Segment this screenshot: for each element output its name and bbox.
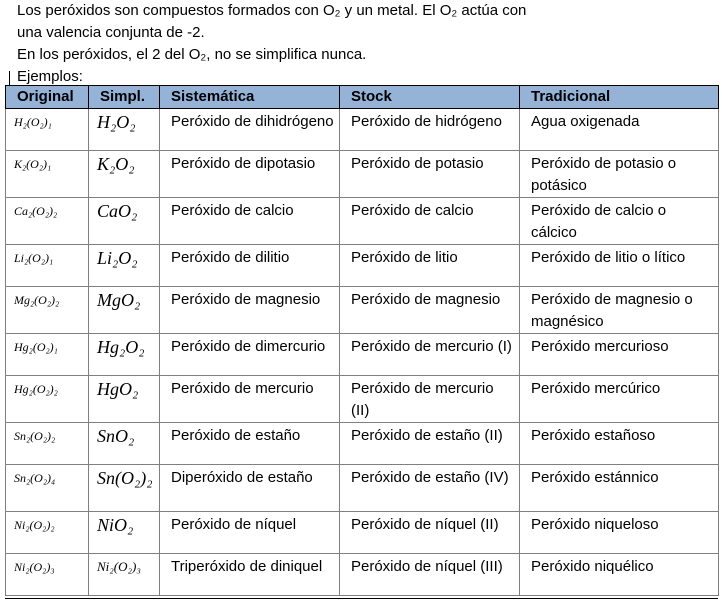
cell-sistematica: Peróxido de dimercurio [160,334,340,376]
header-simpl: Simpl. [89,86,160,109]
cell-tradicional: Peróxido niquélico [520,554,719,596]
table-row [6,465,719,512]
cell-stock: Peróxido de hidrógeno [340,109,520,151]
cell-tradicional: Peróxido de calcio o cálcico [520,198,719,245]
header-sistematica: Sistemática [160,86,340,109]
cell-stock: Peróxido de mercurio (II) [340,376,520,423]
cell-simpl: Hg₂O₂ [89,334,160,376]
cell-tradicional: Peróxido de litio o lítico [520,245,719,287]
cell-stock: Peróxido de potasio [340,151,520,198]
table-row [6,287,719,334]
peroxides-table [5,85,719,596]
table-row [6,512,719,554]
table-row [6,423,719,465]
cell-sistematica: Diperóxido de estaño [160,465,340,512]
text-cursor [9,71,10,85]
cell-sistematica: Peróxido de dipotasio [160,151,340,198]
cell-sistematica: Peróxido de calcio [160,198,340,245]
cell-original: H₂(O₂)₁ [6,109,89,151]
intro-line-1: Los peróxidos son compuestos formados con O₂ y un metal. El O₂ actúa con [17,2,527,19]
cell-simpl: SnO₂ [89,423,160,465]
table-row [6,554,719,596]
cell-tradicional: Peróxido de potasio o potásico [520,151,719,198]
cell-sistematica: Peróxido de dilitio [160,245,340,287]
cell-original: Hg₂(O₂)₂ [6,376,89,423]
cell-tradicional: Peróxido niqueloso [520,512,719,554]
table-row [6,109,719,151]
cell-sistematica: Peróxido de magnesio [160,287,340,334]
intro-line-3: En los peróxidos, el 2 del O₂, no se simplifica nunca. [17,46,367,63]
table-row [6,245,719,287]
cell-original: Ni₂(O₂)₃ [6,554,89,596]
cell-sistematica: Peróxido de mercurio [160,376,340,423]
cell-original: Sn₂(O₂)₂ [6,423,89,465]
cell-sistematica: Peróxido de níquel [160,512,340,554]
table-row [6,198,719,245]
cell-stock: Peróxido de magnesio [340,287,520,334]
cell-tradicional: Peróxido de magnesio o magnésico [520,287,719,334]
table-row [6,334,719,376]
cell-original: Sn₂(O₂)₄ [6,465,89,512]
table-row [6,376,719,423]
cell-stock: Peróxido de estaño (II) [340,423,520,465]
cell-simpl: K₂O₂ [89,151,160,198]
header-tradicional: Tradicional [520,86,719,109]
cell-simpl: Ni₂(O₂)₃ [89,554,160,596]
cell-tradicional: Agua oxigenada [520,109,719,151]
cell-stock: Peróxido de níquel (III) [340,554,520,596]
cell-tradicional: Peróxido estañoso [520,423,719,465]
table-header-row [6,86,719,109]
cell-stock: Peróxido de calcio [340,198,520,245]
cell-sistematica: Peróxido de estaño [160,423,340,465]
intro-line-2: una valencia conjunta de -2. [17,24,205,41]
cell-simpl: NiO₂ [89,512,160,554]
cell-stock: Peróxido de estaño (IV) [340,465,520,512]
cell-simpl: MgO₂ [89,287,160,334]
cell-original: Mg₂(O₂)₂ [6,287,89,334]
cell-sistematica: Triperóxido de diniquel [160,554,340,596]
cell-tradicional: Peróxido estánnico [520,465,719,512]
cell-simpl: Li₂O₂ [89,245,160,287]
header-original: Original [6,86,89,109]
cell-tradicional: Peróxido mercurioso [520,334,719,376]
table-row [6,151,719,198]
cell-simpl: CaO₂ [89,198,160,245]
cell-stock: Peróxido de níquel (II) [340,512,520,554]
cell-original: Li₂(O₂)₁ [6,245,89,287]
cell-original: Ca₂(O₂)₂ [6,198,89,245]
cell-original: Hg₂(O₂)₁ [6,334,89,376]
cell-original: Ni₂(O₂)₂ [6,512,89,554]
cell-simpl: Sn(O₂)₂ [89,465,160,512]
bottom-rule [5,598,718,599]
intro-text [17,0,717,88]
cell-simpl: HgO₂ [89,376,160,423]
cell-original: K₂(O₂)₁ [6,151,89,198]
intro-line-4: Ejemplos: [17,68,83,85]
cell-stock: Peróxido de mercurio (I) [340,334,520,376]
cell-simpl: H₂O₂ [89,109,160,151]
header-stock: Stock [340,86,520,109]
cell-sistematica: Peróxido de dihidrógeno [160,109,340,151]
cell-stock: Peróxido de litio [340,245,520,287]
cell-tradicional: Peróxido mercúrico [520,376,719,423]
